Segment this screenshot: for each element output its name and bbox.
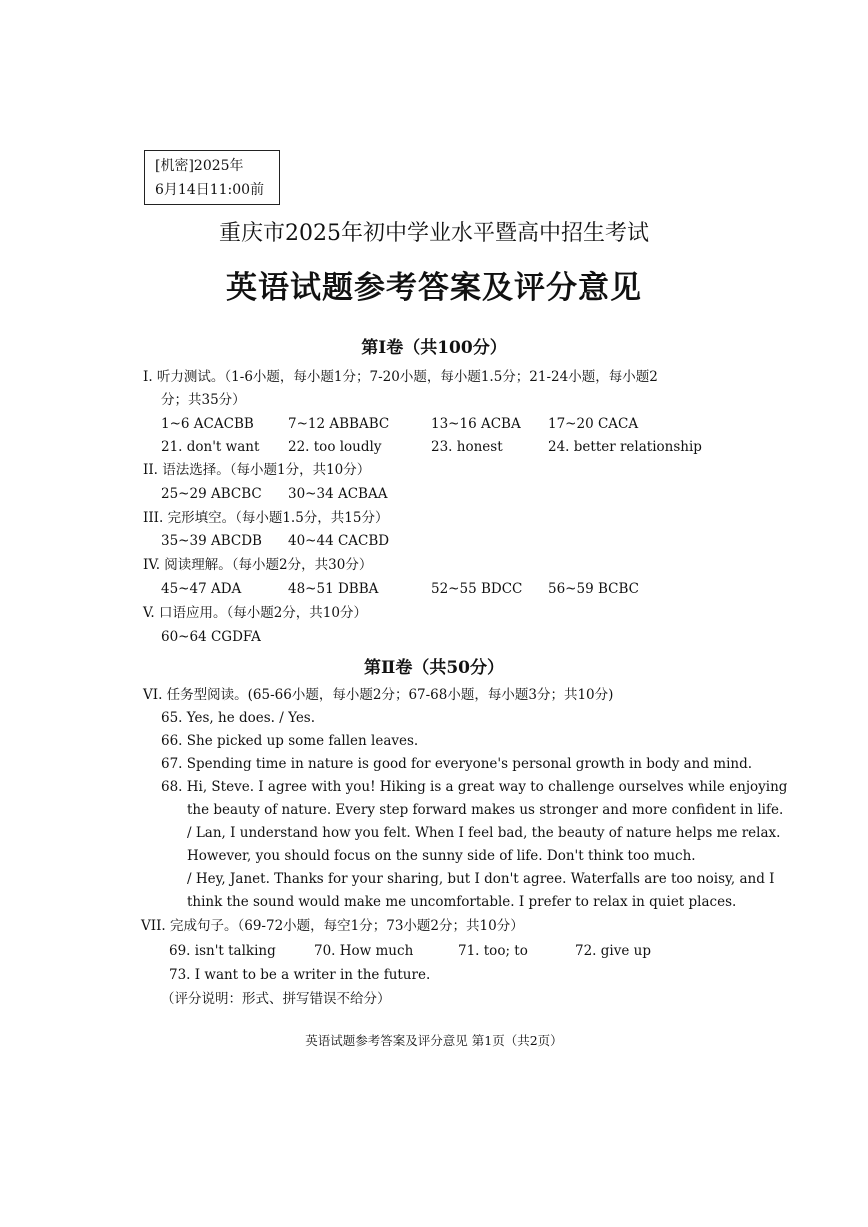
confidential-box <box>144 150 280 205</box>
answer-23: 23. honest <box>431 439 503 455</box>
answer-67: 67. Spending time in nature is good for everyone's personal growth in body and mind. <box>161 756 753 772</box>
answer-group: 48~51 DBBA <box>288 581 379 597</box>
answer-68-line1: 68. Hi, Steve. I agree with you! Hiking is a great way to challenge ourselves while enjoying <box>161 779 788 795</box>
answer-group: 56~59 BCBC <box>548 581 639 597</box>
answer-68-line4: However, you should focus on the sunny side of life. Don't think too much. <box>187 848 696 864</box>
section7-heading: VII. 完成句子。（69-72小题，每空1分；73小题2分；共10分） <box>141 918 524 934</box>
answer-68-line2: the beauty of nature. Every step forward makes us stronger and more confident in life. <box>187 802 784 818</box>
answer-group: 35~39 ABCDB <box>161 533 262 549</box>
answer-70: 70. How much <box>314 943 414 959</box>
answer-68-line5: / Hey, Janet. Thanks for your sharing, but I don't agree. Waterfalls are too noisy, and I <box>187 871 775 887</box>
exam-subtitle: 重庆市2025年初中学业水平暨高中招生考试 <box>219 221 649 246</box>
section5-heading: V. 口语应用。（每小题2分，共10分） <box>143 605 367 621</box>
part2-heading: 第Ⅱ卷（共50分） <box>364 658 504 678</box>
section1-heading-line2: 分；共35分） <box>161 392 246 408</box>
document-title: 英语试题参考答案及评分意见 <box>226 270 642 306</box>
answer-group: 13~16 ACBA <box>431 416 521 432</box>
answer-group: 7~12 ABBABC <box>288 416 390 432</box>
answer-24: 24. better relationship <box>548 439 702 455</box>
answer-21: 21. don't want <box>161 439 260 455</box>
answer-group: 40~44 CACBD <box>288 533 390 549</box>
answer-group: 60~64 CGDFA <box>161 629 261 645</box>
confidential-line-2: 6月14日11:00前 <box>155 182 265 198</box>
section4-heading: IV. 阅读理解。（每小题2分，共30分） <box>143 557 373 573</box>
answer-group: 30~34 ACBAA <box>288 486 388 502</box>
scoring-note: （评分说明：形式、拼写错误不给分） <box>161 991 391 1007</box>
confidential-line-1: [机密]2025年 <box>155 158 244 174</box>
page-footer: 英语试题参考答案及评分意见 第1页（共2页） <box>305 1033 563 1048</box>
part1-heading: 第Ⅰ卷（共100分） <box>361 338 507 358</box>
answer-group: 17~20 CACA <box>548 416 639 432</box>
answer-group: 25~29 ABCBC <box>161 486 262 502</box>
answer-group: 52~55 BDCC <box>431 581 523 597</box>
answer-72: 72. give up <box>575 943 651 959</box>
section2-heading: II. 语法选择。（每小题1分，共10分） <box>143 462 371 478</box>
answer-68-line6: think the sound would make me uncomfortable. I prefer to relax in quiet places. <box>187 894 737 910</box>
answer-69: 69. isn't talking <box>169 943 276 959</box>
answer-group: 45~47 ADA <box>161 581 242 597</box>
answer-22: 22. too loudly <box>288 439 382 455</box>
answer-group: 1~6 ACACBB <box>161 416 254 432</box>
section6-heading: VI. 任务型阅读。(65-66小题，每小题2分；67-68小题，每小题3分；共10分) <box>143 687 614 703</box>
answer-66: 66. She picked up some fallen leaves. <box>161 733 419 749</box>
answer-71: 71. too; to <box>458 943 528 959</box>
answer-73: 73. I want to be a writer in the future. <box>169 967 431 983</box>
answer-65: 65. Yes, he does. / Yes. <box>161 710 316 726</box>
section3-heading: III. 完形填空。（每小题1.5分，共15分） <box>143 510 389 526</box>
section1-heading-line1: I. 听力测试。（1-6小题，每小题1分；7-20小题，每小题1.5分；21-24小题，每小题2 <box>143 369 658 385</box>
answer-68-line3: / Lan, I understand how you felt. When I feel bad, the beauty of nature helps me relax. <box>187 825 781 841</box>
